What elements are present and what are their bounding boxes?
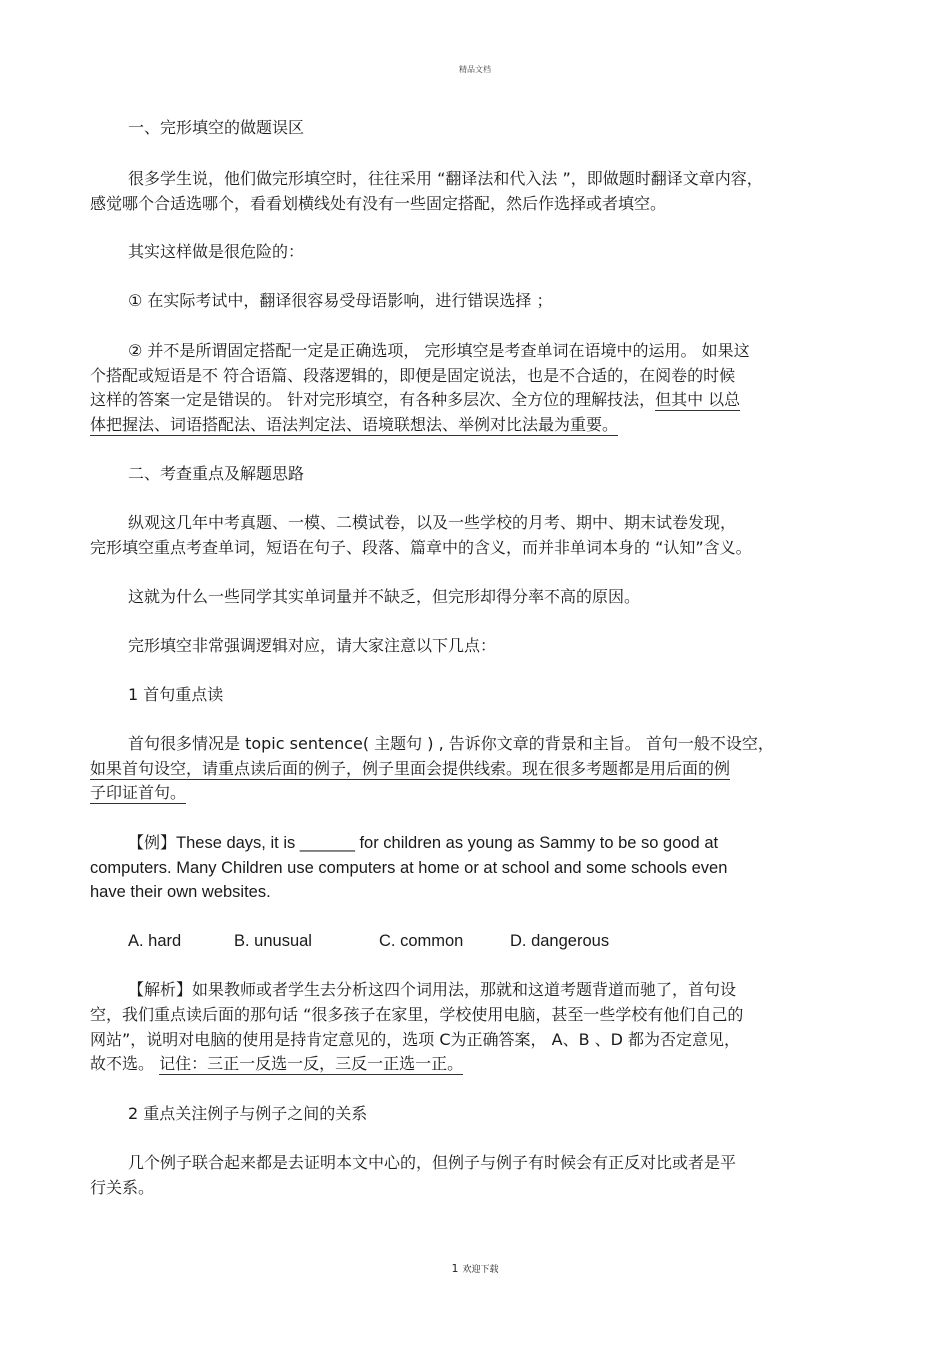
section-1-title: 一、完形填空的做题误区 <box>128 118 305 137</box>
s1-p4-line4 <box>90 413 618 437</box>
s1-p3: ① 在实际考试中，翻译很容易受母语影响，进行错误选择 ； <box>128 291 553 310</box>
point-1-line3-wrap <box>90 781 186 805</box>
s1-p1-line1: 很多学生说，他们做完形填空时，往往采用 “翻译法和代入法 ”，即做题时翻译文章内容， <box>128 169 763 188</box>
s2-p1-line2: 完形填空重点考查单词，短语在句子、段落、篇章中的含义，而并非单词本身的 “认知”含义。 <box>90 538 752 557</box>
analysis-line4 <box>90 1052 463 1076</box>
s2-p3: 完形填空非常强调逻辑对应，请大家注意以下几点： <box>128 636 497 655</box>
s1-p4-line2: 个搭配或短语是不 符合语篇、段落逻辑的，即便是固定说法，也是不合适的，在阅卷的时候 <box>90 366 736 385</box>
s1-p4-line3 <box>90 388 740 412</box>
example-text-1: These days, it is ______ for children as young as Sammy to be so good at <box>176 834 719 852</box>
s2-p2: 这就为什么一些同学其实单词量并不缺乏，但完形却得分率不高的原因。 <box>128 587 641 606</box>
example-label: 【例】 <box>128 833 177 852</box>
analysis-rule: 记住：三正一反选一反，三反一正选一正。 <box>159 1054 464 1073</box>
s1-p4-line1: ② 并不是所谓固定搭配一定是正确选项， 完形填空是考查单词在语境中的运用。 如果这 <box>128 341 750 360</box>
analysis-text: 故不选。 <box>90 1054 155 1073</box>
point-2-line1: 几个例子联合起来都是去证明本文中心的，但例子与例子有时候会有正反对比或者是平 <box>128 1153 737 1172</box>
point-1-line2: 如果首句设空，请重点读后面的例子，例子里面会提供线索。现在很多考题都是用后面的例 <box>90 759 731 778</box>
point-1-line1: 首句很多情况是 topic sentence( 主题句 ) , 告诉你文章的背景和主旨。 首句一般不设空， <box>128 734 774 753</box>
option-d: D. dangerous <box>510 932 610 950</box>
analysis-line1: 【解析】如果教师或者学生去分析这四个词用法，那就和这道考题背道而驰了，首句设 <box>128 980 737 999</box>
example-line3: have their own websites. <box>90 883 271 901</box>
point-1-title: 1 首句重点读 <box>128 685 224 704</box>
footer-text: 欢迎下载 <box>462 1265 499 1275</box>
s2-p1-line1: 纵观这几年中考真题、一模、二模试卷，以及一些学校的月考、期中、期末试卷发现， <box>128 513 737 532</box>
s1-p1-line2: 感觉哪个合适选哪个，看看划横线处有没有一些固定搭配，然后作选择或者填空。 <box>90 194 667 213</box>
section-2-title: 二、考查重点及解题思路 <box>128 464 305 483</box>
point-2-line2: 行关系。 <box>90 1178 155 1197</box>
point-1-line3: 子印证首句。 <box>90 783 187 802</box>
option-a: A. hard <box>128 932 182 950</box>
point-2-title: 2 重点关注例子与例子之间的关系 <box>128 1104 368 1123</box>
analysis-line3: 网站”，说明对电脑的使用是持肯定意见的，选项 C为正确答案， A、B 、D 都为否定意见， <box>90 1030 741 1049</box>
s1-p2: 其实这样做是很危险的： <box>128 242 305 261</box>
option-c: C. common <box>379 932 464 950</box>
page-number: 1 <box>451 1262 459 1275</box>
s1-p4-line3-text: 这样的答案一定是错误的。 针对完形填空，有各种多层次、全方位的理解技法， <box>90 390 656 409</box>
page-footer <box>0 1262 950 1275</box>
analysis-line2: 空，我们重点读后面的那句话 “很多孩子在家里，学校使用电脑，甚至一些学校有他们自己的 <box>90 1005 744 1024</box>
point-1-line2-wrap <box>90 757 730 781</box>
page-header: 精品文档 <box>459 65 491 74</box>
example-line1 <box>128 831 718 855</box>
s1-p4-highlight-b: 体把握法、词语搭配法、语法判定法、语境联想法、举例对比法最为重要。 <box>90 415 619 434</box>
option-b: B. unusual <box>234 932 312 950</box>
example-line2: computers. Many Children use computers at home or at school and some schools even <box>90 859 728 877</box>
s1-p4-highlight-a: 但其中 以总 <box>655 390 741 409</box>
